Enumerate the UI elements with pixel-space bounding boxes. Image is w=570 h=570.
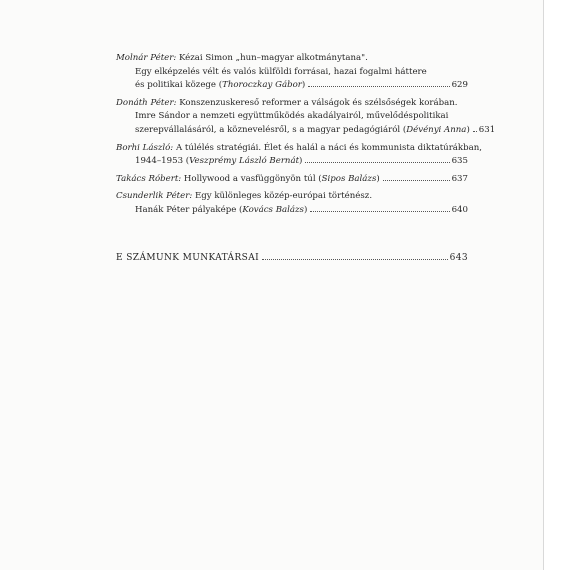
entry-title-text: A túlélés stratégiái. Élet és halál a náci és kommunista diktatúrákban, <box>175 142 483 153</box>
entry-closing-paren: ) <box>466 124 470 135</box>
entry-page-number: 631 <box>478 124 496 135</box>
entry-reviewer: Dévényi Anna <box>406 124 467 135</box>
dot-leader <box>308 86 449 87</box>
entry-author: Csunderlik Péter: <box>116 191 193 202</box>
toc-line <box>116 66 468 80</box>
toc-line <box>116 204 468 218</box>
toc-line <box>116 110 468 124</box>
entry-title-text: Egy elképzelés vélt és valós külföldi forrásai, hazai fogalmi háttere <box>135 66 427 77</box>
toc-line <box>116 142 483 156</box>
entry-reviewer: Kovács Balázs <box>242 204 304 215</box>
entry-closing-paren: ) <box>303 204 308 215</box>
entry-title-text: Konszenzuskereső reformer a válságok és szélsőségek korában. <box>179 97 458 108</box>
entry-title-text: szerepvállalásáról, a köznevelésről, s a magyar pedagógiáról ( <box>135 124 407 135</box>
toc-entry <box>116 173 468 187</box>
toc-entry <box>116 190 468 217</box>
toc-line <box>116 52 468 66</box>
entry-closing-paren: ) <box>299 156 303 167</box>
entry-reviewer: Sipos Balázs <box>321 173 377 184</box>
entry-title-text: és politikai közege ( <box>135 80 223 91</box>
entry-title-text: 1944–1953 ( <box>135 156 190 167</box>
entry-author: Borhi László: <box>116 142 174 153</box>
dot-leader <box>383 180 450 181</box>
entry-closing-paren: ) <box>376 173 380 184</box>
toc-entry <box>116 142 483 169</box>
entry-closing-paren: ) <box>301 80 306 91</box>
entry-title-text: Egy különleges közép-európai történész. <box>194 191 373 202</box>
dot-leader <box>262 259 448 260</box>
dot-leader <box>305 162 449 163</box>
toc-entry <box>116 97 496 138</box>
entry-title-text: Hollywood a vasfüggönyön túl ( <box>183 173 322 184</box>
toc-line <box>116 173 468 187</box>
entry-author: Takács Róbert: <box>116 173 182 184</box>
entry-author: Donáth Péter: <box>116 97 177 108</box>
table-of-contents <box>116 52 496 222</box>
dot-leader <box>473 131 477 132</box>
dot-leader <box>310 211 449 212</box>
entry-title-text: Imre Sándor a nemzeti együttműködés akadályairól, művelődéspolitikai <box>135 111 449 122</box>
toc-line <box>116 124 496 138</box>
entry-reviewer: Veszprémy László Bernát <box>189 156 300 167</box>
page-edge <box>544 0 570 570</box>
toc-entry <box>116 52 468 93</box>
section-title: E SZÁMUNK MUNKATÁRSAI <box>116 253 260 263</box>
entry-title-text: Hanák Péter pályaképe ( <box>135 204 243 215</box>
entry-page-number: 640 <box>451 204 468 215</box>
entry-author: Molnár Péter: <box>116 53 177 63</box>
section-page-number: 643 <box>449 253 468 263</box>
entry-title-text: Kézai Simon „hun–magyar alkotmánytana". <box>178 53 368 63</box>
toc-line <box>116 155 468 169</box>
entry-page-number: 629 <box>451 80 468 91</box>
toc-line <box>116 190 468 204</box>
entry-page-number: 637 <box>451 173 468 184</box>
entry-page-number: 635 <box>451 156 468 167</box>
contributors-section <box>116 252 468 265</box>
entry-reviewer: Thoroczkay Gábor <box>222 80 302 91</box>
toc-line <box>116 79 468 93</box>
toc-line <box>116 97 468 111</box>
